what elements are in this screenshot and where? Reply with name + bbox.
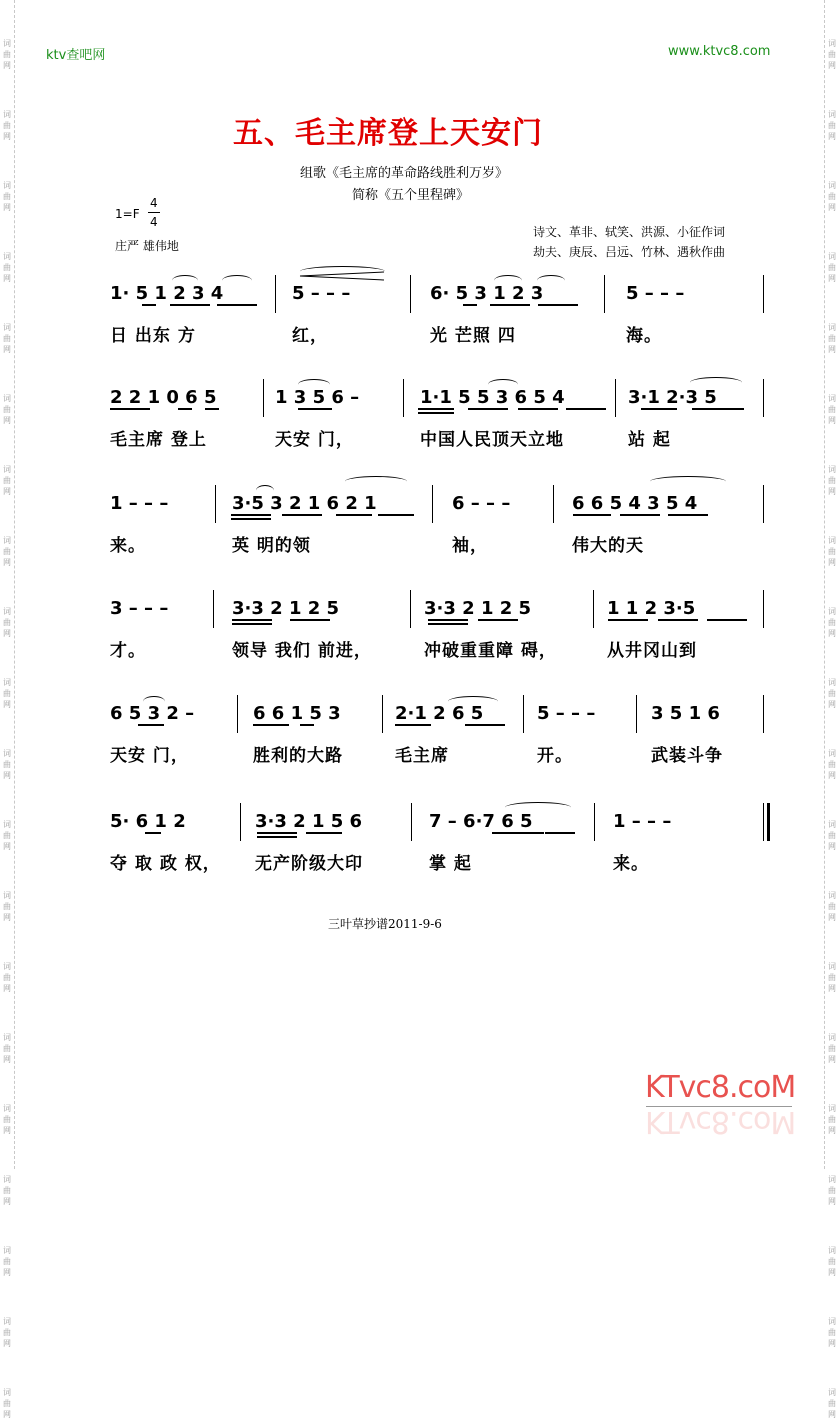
measure-notes: 6 5 3 2 – bbox=[110, 703, 195, 724]
beam-underline bbox=[641, 408, 677, 410]
measure-notes: 6 6 5 4 3 5 4 bbox=[572, 493, 698, 514]
beam-underline bbox=[566, 408, 606, 410]
measure-notes: 6 6 1 5 3 bbox=[253, 703, 341, 724]
beam-underline bbox=[298, 408, 332, 410]
bar-line bbox=[432, 485, 433, 523]
bar-line bbox=[615, 379, 616, 417]
lyric-text: 红， bbox=[292, 326, 328, 346]
beam-underline bbox=[418, 412, 454, 414]
bar-line bbox=[237, 695, 238, 733]
beam-underline bbox=[257, 836, 297, 838]
slur-mark bbox=[172, 275, 198, 286]
measure-notes: 3·5 3 2 1 6 2 1 bbox=[232, 493, 377, 514]
bar-line bbox=[263, 379, 264, 417]
measure-notes: 6 – – – bbox=[452, 493, 511, 514]
hairpin-mark bbox=[300, 265, 384, 273]
measure-notes: 5 – – – bbox=[626, 283, 685, 304]
beam-underline bbox=[282, 514, 322, 516]
beam-underline bbox=[232, 623, 272, 625]
bar-line bbox=[763, 590, 764, 628]
lyric-text: 冲破重重障 碍， bbox=[424, 641, 557, 661]
beam-underline bbox=[178, 408, 192, 410]
lyric-text: 胜利的大路 bbox=[253, 746, 343, 766]
slur-mark bbox=[494, 275, 522, 286]
beam-underline bbox=[231, 518, 271, 520]
lyric-text: 领导 我们 前进， bbox=[232, 641, 372, 661]
lyric-text: 开。 bbox=[537, 746, 573, 766]
bar-line bbox=[763, 485, 764, 523]
lyric-text: 才。 bbox=[110, 641, 146, 661]
credits-lyrics: 诗文、革非、轼笑、洪源、小征作词 bbox=[533, 225, 726, 239]
lyric-text: 天安 门， bbox=[275, 430, 354, 450]
subtitle-suite: 组歌《毛主席的革命路线胜利万岁》 bbox=[300, 166, 509, 181]
header-brand-left[interactable]: ktv查吧网 bbox=[46, 48, 106, 63]
measure-notes: 1 3 5 6 – bbox=[275, 387, 360, 408]
bar-line bbox=[604, 275, 605, 313]
measure-notes: 3 5 1 6 bbox=[651, 703, 720, 724]
credits-music: 劫夫、庚辰、吕远、竹林、遇秋作曲 bbox=[533, 245, 726, 259]
slur-mark bbox=[298, 379, 330, 390]
slur-mark bbox=[505, 802, 571, 813]
measure-notes: 1 1 2 3·5 bbox=[607, 598, 696, 619]
bar-line bbox=[382, 695, 383, 733]
lyric-text: 夺 取 政 权， bbox=[110, 854, 221, 874]
beam-underline bbox=[418, 408, 454, 410]
measure-notes: 3·1 2·3 5 bbox=[628, 387, 717, 408]
beam-underline bbox=[336, 514, 372, 516]
bar-line bbox=[410, 590, 411, 628]
lyric-text: 掌 起 bbox=[429, 854, 472, 874]
bar-line bbox=[403, 379, 404, 417]
slur-mark bbox=[222, 275, 252, 286]
beam-underline bbox=[290, 619, 330, 621]
bar-line bbox=[275, 275, 276, 313]
beam-underline bbox=[658, 619, 698, 621]
bar-line bbox=[411, 803, 412, 841]
beam-underline bbox=[692, 408, 744, 410]
lyric-text: 来。 bbox=[110, 536, 146, 556]
subtitle-short: 简称《五个里程碑》 bbox=[352, 188, 470, 203]
bar-line bbox=[593, 590, 594, 628]
measure-notes: 5 – – – bbox=[537, 703, 596, 724]
beam-underline bbox=[257, 832, 297, 834]
measure-notes: 1·1 5 5 3 6 5 4 bbox=[420, 387, 565, 408]
beam-underline bbox=[545, 832, 575, 834]
bar-line bbox=[240, 803, 241, 841]
time-signature-line bbox=[148, 212, 160, 213]
bar-line bbox=[636, 695, 637, 733]
lyric-text: 英 明的领 bbox=[232, 536, 311, 556]
measure-notes: 7 – 6·7 6 5 bbox=[429, 811, 533, 832]
beam-underline bbox=[492, 832, 544, 834]
lyric-text: 毛主席 bbox=[395, 746, 449, 766]
beam-underline bbox=[145, 832, 161, 834]
bar-line bbox=[553, 485, 554, 523]
measure-notes: 3 – – – bbox=[110, 598, 169, 619]
measure-notes: 5· 6 1 2 bbox=[110, 811, 186, 832]
lyric-text: 海。 bbox=[626, 326, 662, 346]
beam-underline bbox=[707, 619, 747, 621]
slur-mark bbox=[143, 696, 165, 707]
beam-underline bbox=[490, 304, 530, 306]
lyric-text: 无产阶级大印 bbox=[255, 854, 363, 874]
lyric-text: 来。 bbox=[613, 854, 649, 874]
beam-underline bbox=[518, 408, 558, 410]
site-logo[interactable]: KTvc8.coM bbox=[645, 1070, 796, 1105]
measure-notes: 5 – – – bbox=[292, 283, 351, 304]
beam-underline bbox=[378, 514, 414, 516]
header-brand-right[interactable]: www.ktvc8.com bbox=[668, 44, 771, 59]
bar-line bbox=[594, 803, 595, 841]
watermark-strip-left: 词 曲 网 词 曲 网 词 曲 网 词 曲 网 词 曲 网 词 曲 网 词 曲 网 词 曲 网 词 曲 网 词 曲 网 词 曲 网 词 曲 网 词 曲 网 词 曲 网 词 曲 网 词 曲 网 词 曲 网 词 曲 网 词 曲 网 词 曲 网 bbox=[0, 0, 15, 1169]
beam-underline bbox=[620, 514, 660, 516]
slur-mark bbox=[448, 696, 498, 707]
lyric-text: 日 出东 方 bbox=[110, 326, 196, 346]
beam-underline bbox=[306, 832, 342, 834]
watermark-strip-right: 词 曲 网 词 曲 网 词 曲 网 词 曲 网 词 曲 网 词 曲 网 词 曲 网 词 曲 网 词 曲 网 词 曲 网 词 曲 网 词 曲 网 词 曲 网 词 曲 网 词 曲 网 词 曲 网 词 曲 网 词 曲 网 词 曲 网 词 曲 网 bbox=[824, 0, 839, 1169]
beam-underline bbox=[573, 514, 611, 516]
beam-underline bbox=[478, 619, 518, 621]
beam-underline bbox=[668, 514, 708, 516]
lyric-text: 毛主席 登上 bbox=[110, 430, 207, 450]
bar-line bbox=[410, 275, 411, 313]
slur-mark bbox=[488, 379, 518, 390]
measure-notes: 2·1 2 6 5 bbox=[395, 703, 484, 724]
measure-notes: 3·3 2 1 2 5 bbox=[424, 598, 532, 619]
beam-underline bbox=[231, 514, 271, 516]
lyric-text: 中国人民顶天立地 bbox=[420, 430, 564, 450]
beam-underline bbox=[428, 619, 468, 621]
beam-underline bbox=[110, 408, 150, 410]
final-barline bbox=[767, 803, 770, 841]
slur-mark bbox=[256, 485, 274, 496]
beam-underline bbox=[465, 724, 505, 726]
lyric-text: 伟大的天 bbox=[572, 536, 644, 556]
beam-underline bbox=[170, 304, 210, 306]
beam-underline bbox=[217, 304, 257, 306]
lyric-text: 天安 门， bbox=[110, 746, 189, 766]
beam-underline bbox=[232, 619, 272, 621]
measure-notes: 1 – – – bbox=[613, 811, 672, 832]
bar-line bbox=[763, 379, 764, 417]
beam-underline bbox=[205, 408, 219, 410]
song-title: 五、毛主席登上天安门 bbox=[233, 116, 543, 151]
slur-mark bbox=[650, 476, 726, 487]
beam-underline bbox=[608, 619, 648, 621]
beam-underline bbox=[142, 304, 156, 306]
transcriber-credit: 三叶草抄谱2011-9-6 bbox=[328, 917, 442, 931]
final-barline bbox=[763, 803, 764, 841]
tempo-marking: 庄严 雄伟地 bbox=[115, 239, 179, 253]
time-signature-bottom: 4 bbox=[150, 215, 158, 229]
beam-underline bbox=[468, 408, 508, 410]
lyric-text: 从井冈山到 bbox=[607, 641, 697, 661]
beam-underline bbox=[538, 304, 578, 306]
measure-notes: 1· 5 1 2 3 4 bbox=[110, 283, 224, 304]
lyric-text: 武装斗争 bbox=[651, 746, 723, 766]
beam-underline bbox=[253, 724, 289, 726]
slur-mark bbox=[690, 377, 742, 388]
measure-notes: 2 2 1 0 6 5 bbox=[110, 387, 217, 408]
bar-line bbox=[523, 695, 524, 733]
bar-line bbox=[763, 275, 764, 313]
measure-notes: 1 – – – bbox=[110, 493, 169, 514]
beam-underline bbox=[138, 724, 164, 726]
bar-line bbox=[215, 485, 216, 523]
lyric-text: 光 芒照 四 bbox=[430, 326, 516, 346]
beam-underline bbox=[428, 623, 468, 625]
lyric-text: 袖， bbox=[452, 536, 488, 556]
site-logo-reflection: KTvc8.coM bbox=[645, 1104, 796, 1139]
measure-notes: 3·3 2 1 5 6 bbox=[255, 811, 363, 832]
beam-underline bbox=[300, 724, 314, 726]
beam-underline bbox=[463, 304, 477, 306]
slur-mark bbox=[537, 275, 565, 286]
slur-mark bbox=[345, 476, 407, 487]
bar-line bbox=[763, 695, 764, 733]
measure-notes: 6· 5 3 1 2 3 bbox=[430, 283, 544, 304]
key-signature: 1=F bbox=[115, 207, 140, 221]
lyric-text: 站 起 bbox=[628, 430, 671, 450]
beam-underline bbox=[395, 724, 431, 726]
bar-line bbox=[213, 590, 214, 628]
measure-notes: 3·3 2 1 2 5 bbox=[232, 598, 340, 619]
time-signature-top: 4 bbox=[150, 196, 158, 210]
